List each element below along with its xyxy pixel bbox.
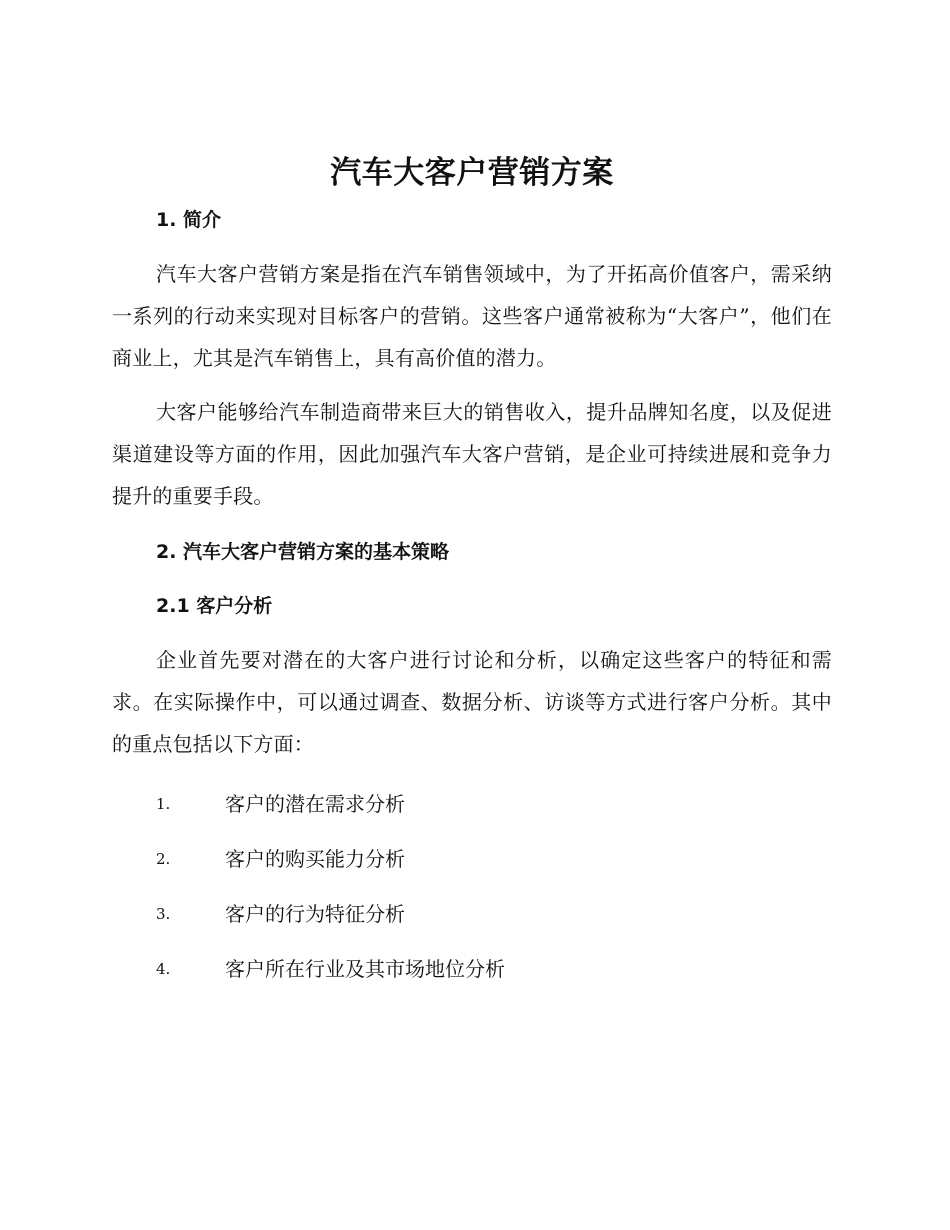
analysis-points-list [112, 777, 832, 997]
list-item [112, 777, 832, 832]
list-item-number: 2. [156, 850, 171, 868]
list-item-number: 4. [156, 960, 171, 978]
document-title: 汽车大客户营销方案 [330, 155, 614, 191]
intro-paragraph-1: 汽车大客户营销方案是指在汽车销售领域中，为了开拓高价值客户，需采纳一系列的行动来实现对目标客户的营销。这些客户通常被称为“大客户”，他们在商业上，尤其是汽车销售上，具有高价值的潜力。 [112, 262, 832, 370]
list-item [112, 887, 832, 942]
subsection-heading-analysis: 2.1 客户分析 [156, 595, 273, 617]
intro-paragraph-2: 大客户能够给汽车制造商带来巨大的销售收入，提升品牌知名度，以及促进渠道建设等方面的作用，因此加强汽车大客户营销，是企业可持续进展和竞争力提升的重要手段。 [112, 400, 832, 508]
list-item-text: 客户的潜在需求分析 [225, 792, 405, 816]
document-body [112, 145, 832, 997]
section-heading-intro: 1. 简介 [156, 209, 222, 231]
list-item [112, 832, 832, 887]
list-item-text: 客户所在行业及其市场地位分析 [225, 957, 505, 981]
list-item [112, 942, 832, 997]
section-heading-strategy: 2. 汽车大客户营销方案的基本策略 [156, 541, 450, 563]
list-item-number: 3. [156, 905, 171, 923]
list-item-number: 1. [156, 795, 171, 813]
list-item-text: 客户的行为特征分析 [225, 902, 405, 926]
list-item-text: 客户的购买能力分析 [225, 847, 405, 871]
analysis-paragraph: 企业首先要对潜在的大客户进行讨论和分析，以确定这些客户的特征和需求。在实际操作中，可以通过调查、数据分析、访谈等方式进行客户分析。其中的重点包括以下方面： [112, 648, 832, 756]
